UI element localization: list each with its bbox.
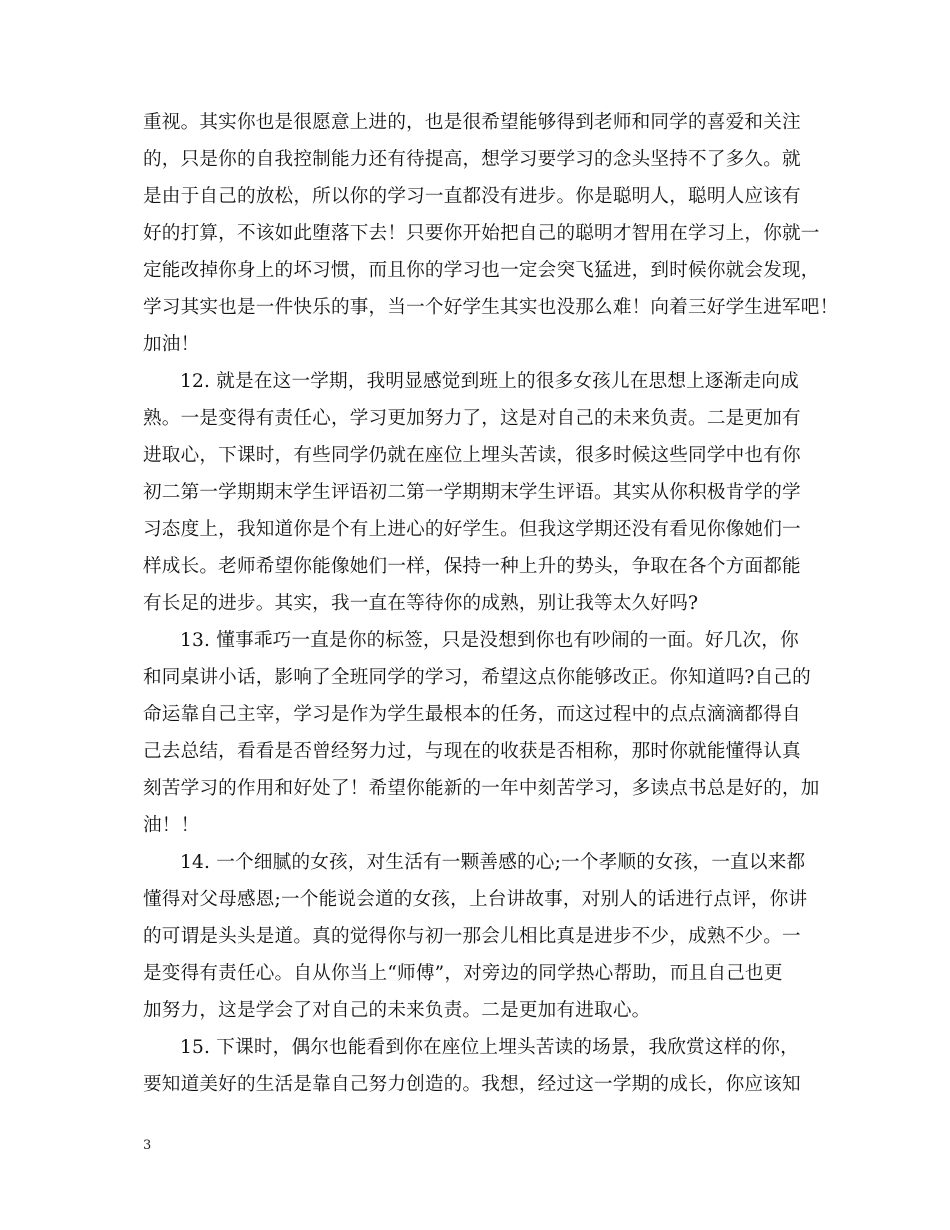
paragraph-12-start: 12. 就是在这一学期，我明显感觉到班上的很多女孩儿在思想上逐渐走向成 [180, 371, 799, 392]
page-number: 3 [143, 1138, 152, 1153]
paragraph-14-start: 14. 一个细腻的女孩，对生活有一颗善感的心;一个孝顺的女孩，一直以来都 [180, 852, 806, 873]
text-line: 好的打算，不该如此堕落下去！只要你开始把自己的聪明才智用在学习上，你就一 [143, 223, 820, 244]
paragraph-13-start: 13. 懂事乖巧一直是你的标签，只是没想到你也有吵闹的一面。好几次，你 [180, 630, 799, 651]
text-line: 油！！ [143, 815, 200, 836]
text-line: 己去总结，看看是否曾经努力过，与现在的收获是否相称，那时你就能懂得认真 [143, 741, 801, 762]
text-line: 习态度上，我知道你是个有上进心的好学生。但我这学期还没有看见你像她们一 [143, 519, 801, 540]
text-line: 有长足的进步。其实，我一直在等待你的成熟，别让我等太久好吗? [143, 593, 699, 614]
text-line: 样成长。老师希望你能像她们一样，保持一种上升的势头，争取在各个方面都能 [143, 556, 801, 577]
text-line: 命运靠自己主宰，学习是作为学生最根本的任务，而这过程中的点点滴滴都得自 [143, 704, 801, 725]
text-line: 重视。其实你也是很愿意上进的，也是很希望能够得到老师和同学的喜爱和关注 [143, 112, 801, 133]
text-line: 的，只是你的自我控制能力还有待提高，想学习要学习的念头坚持不了多久。就 [143, 149, 801, 170]
text-line: 加油！ [143, 334, 200, 355]
paragraph-15-start: 15. 下课时，偶尔也能看到你在座位上埋头苦读的场景，我欣赏这样的你， [180, 1037, 799, 1058]
text-line: 是变得有责任心。自从你当上“师傅”，对旁边的同学热心帮助，而且自己也更 [143, 963, 783, 984]
text-line: 进取心，下课时，有些同学仍就在座位上埋头苦读，很多时候这些同学中也有你 [143, 445, 801, 466]
text-line: 熟。一是变得有责任心，学习更加努力了，这是对自己的未来负责。二是更加有 [143, 408, 801, 429]
text-line: 刻苦学习的作用和好处了！希望你能新的一年中刻苦学习，多读点书总是好的，加 [143, 778, 820, 799]
text-line: 学习其实也是一件快乐的事，当一个好学生其实也没那么难！向着三好学生进军吧！ [143, 297, 839, 318]
text-line: 加努力，这是学会了对自己的未来负责。二是更加有进取心。 [143, 1000, 651, 1021]
document-body [143, 104, 839, 1103]
text-line: 是由于自己的放松，所以你的学习一直都没有进步。你是聪明人，聪明人应该有 [143, 186, 801, 207]
text-line: 初二第一学期期末学生评语初二第一学期期末学生评语。其实从你积极肯学的学 [143, 482, 801, 503]
text-line: 懂得对父母感恩;一个能说会道的女孩，上台讲故事，对别人的话进行点评，你讲 [143, 889, 808, 910]
text-line: 定能改掉你身上的坏习惯，而且你的学习也一定会突飞猛进，到时候你就会发现， [143, 260, 820, 281]
text-line: 的可谓是头头是道。真的觉得你与初一那会儿相比真是进步不少，成熟不少。一 [143, 926, 801, 947]
text-line: 要知道美好的生活是靠自己努力创造的。我想，经过这一学期的成长，你应该知 [143, 1074, 801, 1095]
text-line: 和同桌讲小话，影响了全班同学的学习，希望这点你能够改正。你知道吗?自己的 [143, 667, 811, 688]
